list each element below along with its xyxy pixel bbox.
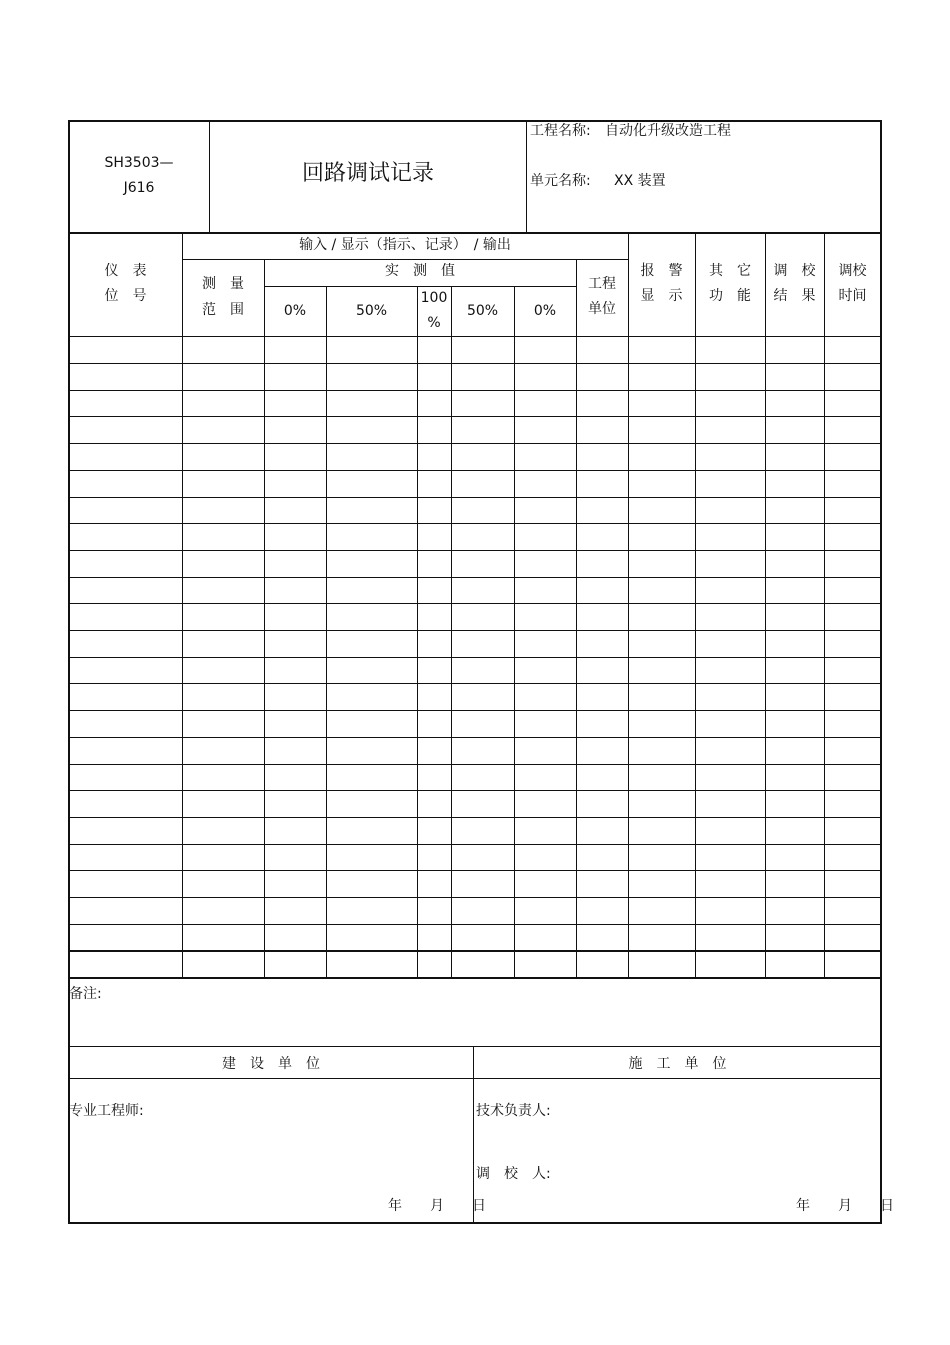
col-io-group: 输入 / 显示（指示、记录） / 输出	[299, 237, 511, 253]
row-rule	[69, 363, 881, 364]
row-rule	[69, 764, 881, 765]
col-eng-unit-line1: 工程	[588, 276, 616, 292]
row-rule	[69, 924, 881, 925]
col-range-line1: 测 量	[202, 276, 244, 292]
contractor-date: 年 月 日	[796, 1198, 894, 1214]
col-result-line1: 调 校	[773, 263, 816, 279]
row-rule	[69, 897, 881, 898]
io-group-rule	[182, 259, 628, 260]
header-bottom-rule	[69, 232, 881, 234]
col-time-line1: 调校	[838, 263, 867, 279]
column-divider	[628, 233, 629, 977]
row-rule	[69, 390, 881, 391]
column-divider	[765, 233, 766, 977]
col-0-percent-up: 0%	[283, 303, 307, 319]
row-rule	[69, 737, 881, 738]
col-result-line2: 结 果	[773, 288, 816, 304]
col-alarm-line1: 报 警	[640, 263, 683, 279]
remarks-label: 备注:	[69, 986, 102, 1002]
col-alarm-line2: 显 示	[640, 288, 683, 304]
row-rule	[69, 657, 881, 658]
remarks-bottom-rule	[69, 1046, 881, 1047]
table-bottom-rule	[69, 977, 881, 979]
col-instrument-line1: 仪 表	[104, 263, 147, 279]
row-rule	[69, 470, 881, 471]
col-eng-unit-line2: 单位	[588, 301, 616, 317]
row-rule	[69, 844, 881, 845]
project-name-label: 工程名称:	[530, 123, 591, 139]
row-rule	[69, 790, 881, 791]
col-50-percent-down: 50%	[466, 303, 499, 319]
row-rule	[69, 683, 881, 684]
row-rule	[69, 630, 881, 631]
row-rule	[69, 870, 881, 871]
column-divider	[824, 233, 825, 977]
calibrator-label: 调 校 人:	[476, 1166, 551, 1182]
col-time-line2: 时间	[838, 288, 867, 304]
signature-title-rule	[69, 1078, 881, 1079]
row-rule	[69, 710, 881, 711]
col-0-percent-down: 0%	[533, 303, 557, 319]
page-title: 回路调试记录	[301, 161, 434, 186]
contractor-unit-title: 施 工 单 位	[628, 1056, 727, 1072]
row-rule	[69, 817, 881, 818]
owner-unit-title: 建 设 单 位	[222, 1056, 320, 1072]
col-instrument-line2: 位 号	[104, 288, 147, 304]
header-divider-2	[526, 121, 527, 233]
tech-lead-label: 技术负责人:	[476, 1103, 551, 1119]
form-code-line1: SH3503—	[104, 155, 174, 171]
owner-date: 年 月 日	[388, 1198, 486, 1214]
row-rule	[69, 577, 881, 578]
row-rule	[69, 523, 881, 524]
col-100-percent-line1: 100	[420, 290, 448, 306]
row-rule	[69, 416, 881, 417]
col-measured-group: 实 测 值	[385, 263, 455, 279]
unit-name-label: 单元名称:	[530, 173, 591, 189]
col-range-line2: 范 围	[202, 302, 244, 318]
form-code-line2: J616	[123, 180, 155, 196]
col-100-percent-line2: %	[427, 315, 441, 331]
col-50-percent-up: 50%	[355, 303, 388, 319]
row-rule	[69, 443, 881, 444]
column-divider	[695, 233, 696, 977]
unit-name-value: XX 装置	[614, 173, 666, 189]
project-name-value: 自动化升级改造工程	[605, 123, 731, 139]
column-divider	[182, 233, 183, 977]
measured-group-rule	[264, 286, 576, 287]
row-rule	[69, 950, 881, 952]
row-rule	[69, 550, 881, 551]
col-other-line1: 其 它	[709, 263, 751, 279]
engineer-label: 专业工程师:	[69, 1103, 144, 1119]
col-other-line2: 功 能	[709, 288, 751, 304]
column-header-bottom-rule	[69, 336, 881, 337]
row-rule	[69, 603, 881, 604]
row-rule	[69, 497, 881, 498]
